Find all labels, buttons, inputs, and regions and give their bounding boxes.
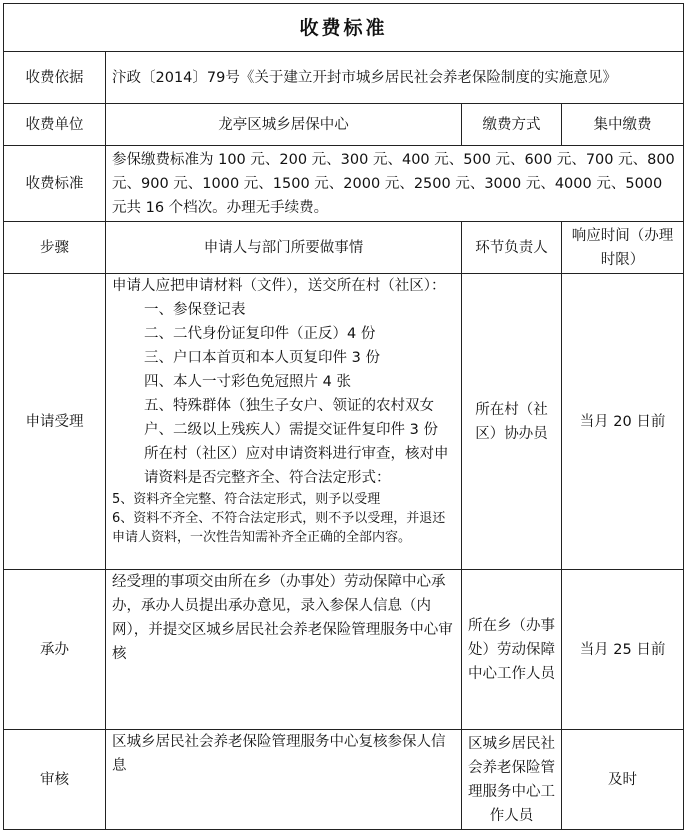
owner-cell: 所在乡（办事处）劳动保障中心工作人员 xyxy=(462,570,562,730)
header-step: 步骤 xyxy=(4,222,106,274)
task-item: 五、特殊群体（独生子女户、领证的农村双女户、二级以上残疾人）需提交证件复印件 3 份 xyxy=(144,398,438,438)
unit-label: 收费单位 xyxy=(4,104,106,146)
header-row xyxy=(4,222,684,274)
table-row xyxy=(4,274,684,570)
table-row xyxy=(4,730,684,830)
basis-label: 收费依据 xyxy=(4,52,106,104)
header-tasks: 申请人与部门所要做事情 xyxy=(106,222,462,274)
standard-label: 收费标准 xyxy=(4,146,106,222)
task-item: 三、户口本首页和本人页复印件 3 份 xyxy=(144,350,380,366)
tasks-cell: 经受理的事项交由所在乡（办事处）劳动保障中心承办，承办人员提出承办意见，录入参保人信息（内网），并提交区城乡居民社会养老保险管理服务中心审核 xyxy=(106,570,462,730)
time-cell: 当月 20 日前 xyxy=(562,274,684,570)
payment-method-value: 集中缴费 xyxy=(562,104,684,146)
basis-text: 汴政〔2014〕79号《关于建立开封市城乡居民社会养老保险制度的实施意见》 xyxy=(106,52,684,104)
time-cell: 当月 25 日前 xyxy=(562,570,684,730)
header-time: 响应时间（办理时限） xyxy=(562,222,684,274)
owner-cell: 区城乡居民社会养老保险管理服务中心工作人员 xyxy=(462,730,562,830)
step-cell: 审核 xyxy=(4,730,106,830)
unit-value: 龙亭区城乡居保中心 xyxy=(106,104,462,146)
payment-method-label: 缴费方式 xyxy=(462,104,562,146)
time-cell: 及时 xyxy=(562,730,684,830)
task-item: 一、参保登记表 xyxy=(144,302,246,318)
task-item: 四、本人一寸彩色免冠照片 4 张 xyxy=(144,374,351,390)
step-cell: 申请受理 xyxy=(4,274,106,570)
tasks-cell: 区城乡居民社会养老保险管理服务中心复核参保人信息 xyxy=(106,730,462,830)
unit-row xyxy=(4,104,684,146)
table-row xyxy=(4,570,684,730)
fee-standard-document xyxy=(3,3,683,830)
basis-row xyxy=(4,52,684,104)
tasks-cell xyxy=(106,274,462,570)
owner-cell: 所在村（社区）协办员 xyxy=(462,274,562,570)
task-note: 5、资料齐全完整、符合法定形式，则予以受理 xyxy=(112,492,381,507)
standard-row xyxy=(4,146,684,222)
standard-text: 参保缴费标准为 100 元、200 元、300 元、400 元、500 元、600 元、700 元、800 元、900 元、1000 元、1500 元、2000 元、2500 元、3000 元、4000 元、5000 元共 16 个档次。办理无手续费。 xyxy=(106,146,684,222)
title-row xyxy=(4,4,684,52)
header-owner: 环节负责人 xyxy=(462,222,562,274)
task-item: 二、二代身份证复印件（正反）4 份 xyxy=(144,326,376,342)
step-cell: 承办 xyxy=(4,570,106,730)
fee-standard-table xyxy=(3,3,684,830)
page-title: 收费标准 xyxy=(4,4,684,52)
task-item: 所在村（社区）应对申请资料进行审查，核对申请资料是否完整齐全、符合法定形式： xyxy=(144,446,449,486)
task-note: 6、资料不齐全、不符合法定形式，则不予以受理，并退还申请人资料，一次性告知需补齐全正确的全部内容。 xyxy=(112,511,446,545)
task-intro: 申请人应把申请材料（文件），送交所在村（社区）： xyxy=(112,278,446,294)
